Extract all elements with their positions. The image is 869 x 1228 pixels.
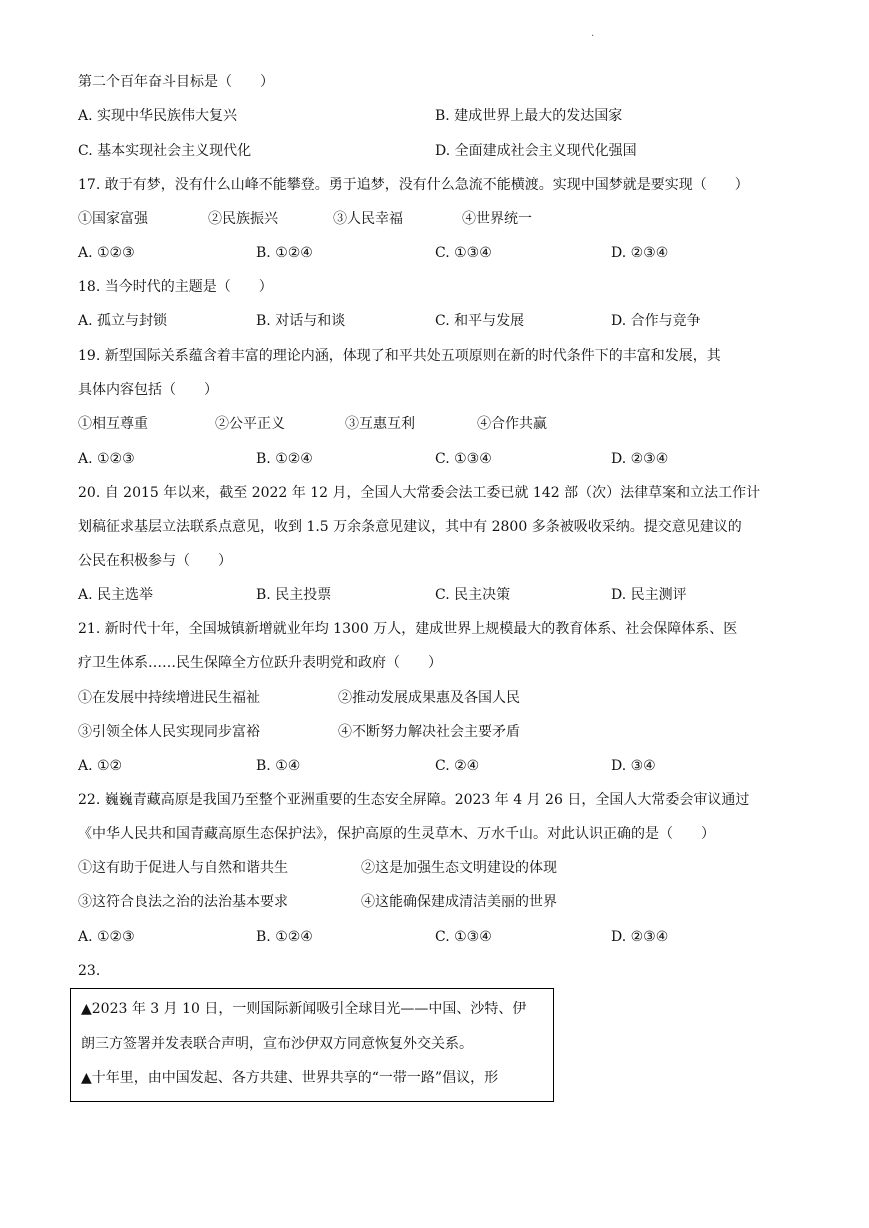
q19-item-1: ①相互尊重 [78, 416, 148, 432]
q18-option-a: A. 孤立与封锁 [78, 313, 168, 329]
q18-option-b: B. 对话与和谈 [256, 313, 346, 329]
q16-option-c: C. 基本实现社会主义现代化 [78, 143, 252, 159]
q22-option-b: B. ①②④ [256, 929, 313, 945]
q18-option-d: D. 合作与竞争 [611, 313, 701, 329]
q17-item-1: ①国家富强 [78, 211, 148, 227]
q18-stem: 18. 当今时代的主题是（ ） [78, 279, 273, 295]
q19-item-4: ④合作共赢 [477, 416, 547, 432]
q19-option-d: D. ②③④ [611, 451, 669, 467]
q19-item-3: ③互惠互利 [345, 416, 415, 432]
q17-item-2: ②民族振兴 [208, 211, 278, 227]
q20-stem-line2: 划稿征求基层立法联系点意见，收到 1.5 万余条意见建议，其中有 2800 多条被吸收采纳。提交意见建议的 [78, 519, 742, 535]
q21-option-a: A. ①② [78, 758, 123, 774]
q20-option-c: C. 民主决策 [435, 587, 511, 603]
q20-option-d: D. 民主测评 [611, 587, 687, 603]
q17-option-c: C. ①③④ [435, 245, 492, 261]
q22-option-c: C. ①③④ [435, 929, 492, 945]
q22-item-4: ④这能确保建成清洁美丽的世界 [361, 894, 557, 910]
q21-option-b: B. ①④ [256, 758, 301, 774]
q17-stem: 17. 敢于有梦，没有什么山峰不能攀登。勇于追梦，没有什么急流不能横渡。实现中国梦就是要实现（ ） [78, 177, 749, 193]
q21-item-1: ①在发展中持续增进民生福祉 [78, 690, 260, 706]
q23-box-line3: ▲十年里，由中国发起、各方共建、世界共享的“一带一路”倡议，形 [81, 1070, 499, 1086]
q23-material-box [70, 988, 554, 1102]
q20-option-b: B. 民主投票 [256, 587, 332, 603]
q17-item-3: ③人民幸福 [333, 211, 403, 227]
q23-box-line1: ▲2023 年 3 月 10 日，一则国际新闻吸引全球目光——中国、沙特、伊 [81, 1001, 527, 1017]
q19-item-2: ②公平正义 [215, 416, 285, 432]
q17-option-b: B. ①②④ [256, 245, 313, 261]
q21-option-c: C. ②④ [435, 758, 480, 774]
q19-stem-line1: 19. 新型国际关系蕴含着丰富的理论内涵，体现了和平共处五项原则在新的时代条件下的丰富和发展，其 [78, 348, 721, 364]
q21-item-3: ③引领全体人民实现同步富裕 [78, 724, 260, 740]
q16-option-d: D. 全面建成社会主义现代化强国 [435, 143, 637, 159]
q20-option-a: A. 民主选举 [78, 587, 154, 603]
q21-stem-line1: 21. 新时代十年，全国城镇新增就业年均 1300 万人，建成世界上规模最大的教育体系、社会保障体系、医 [78, 621, 738, 637]
q21-item-2: ②推动发展成果惠及各国人民 [338, 690, 520, 706]
q22-option-a: A. ①②③ [78, 929, 135, 945]
q19-option-c: C. ①③④ [435, 451, 492, 467]
q22-option-d: D. ②③④ [611, 929, 669, 945]
q20-stem-line3: 公民在积极参与（ ） [78, 553, 232, 569]
header-mark: . [591, 28, 595, 39]
q18-option-c: C. 和平与发展 [435, 313, 525, 329]
q22-stem-line1: 22. 巍巍青藏高原是我国乃至整个亚洲重要的生态安全屏障。2023 年 4 月 26 日，全国人大常委会审议通过 [78, 792, 750, 808]
q19-option-b: B. ①②④ [256, 451, 313, 467]
q17-option-d: D. ②③④ [611, 245, 669, 261]
q21-option-d: D. ③④ [611, 758, 656, 774]
q22-item-3: ③这符合良法之治的法治基本要求 [78, 894, 288, 910]
q22-item-1: ①这有助于促进人与自然和谐共生 [78, 860, 288, 876]
q21-stem-line2: 疗卫生体系……民生保障全方位跃升表明党和政府（ ） [78, 655, 442, 671]
q17-option-a: A. ①②③ [78, 245, 135, 261]
q19-stem-line2: 具体内容包括（ ） [78, 382, 218, 398]
q17-item-4: ④世界统一 [462, 211, 532, 227]
q21-item-4: ④不断努力解决社会主要矛盾 [338, 724, 520, 740]
q19-option-a: A. ①②③ [78, 451, 135, 467]
q22-stem-line2: 《中华人民共和国青藏高原生态保护法》，保护高原的生灵草木、万水千山。对此认识正确的是（ ） [78, 826, 715, 842]
q23-number: 23. [78, 963, 101, 979]
q16-stem: 第二个百年奋斗目标是（ ） [78, 74, 274, 90]
q20-stem-line1: 20. 自 2015 年以来，截至 2022 年 12 月，全国人大常委会法工委已就 142 部（次）法律草案和立法工作计 [78, 485, 761, 501]
q22-item-2: ②这是加强生态文明建设的体现 [361, 860, 557, 876]
q16-option-b: B. 建成世界上最大的发达国家 [435, 108, 623, 124]
q23-box-line2: 朗三方签署并发表联合声明，宣布沙伊双方同意恢复外交关系。 [81, 1036, 473, 1052]
q16-option-a: A. 实现中华民族伟大复兴 [78, 108, 238, 124]
